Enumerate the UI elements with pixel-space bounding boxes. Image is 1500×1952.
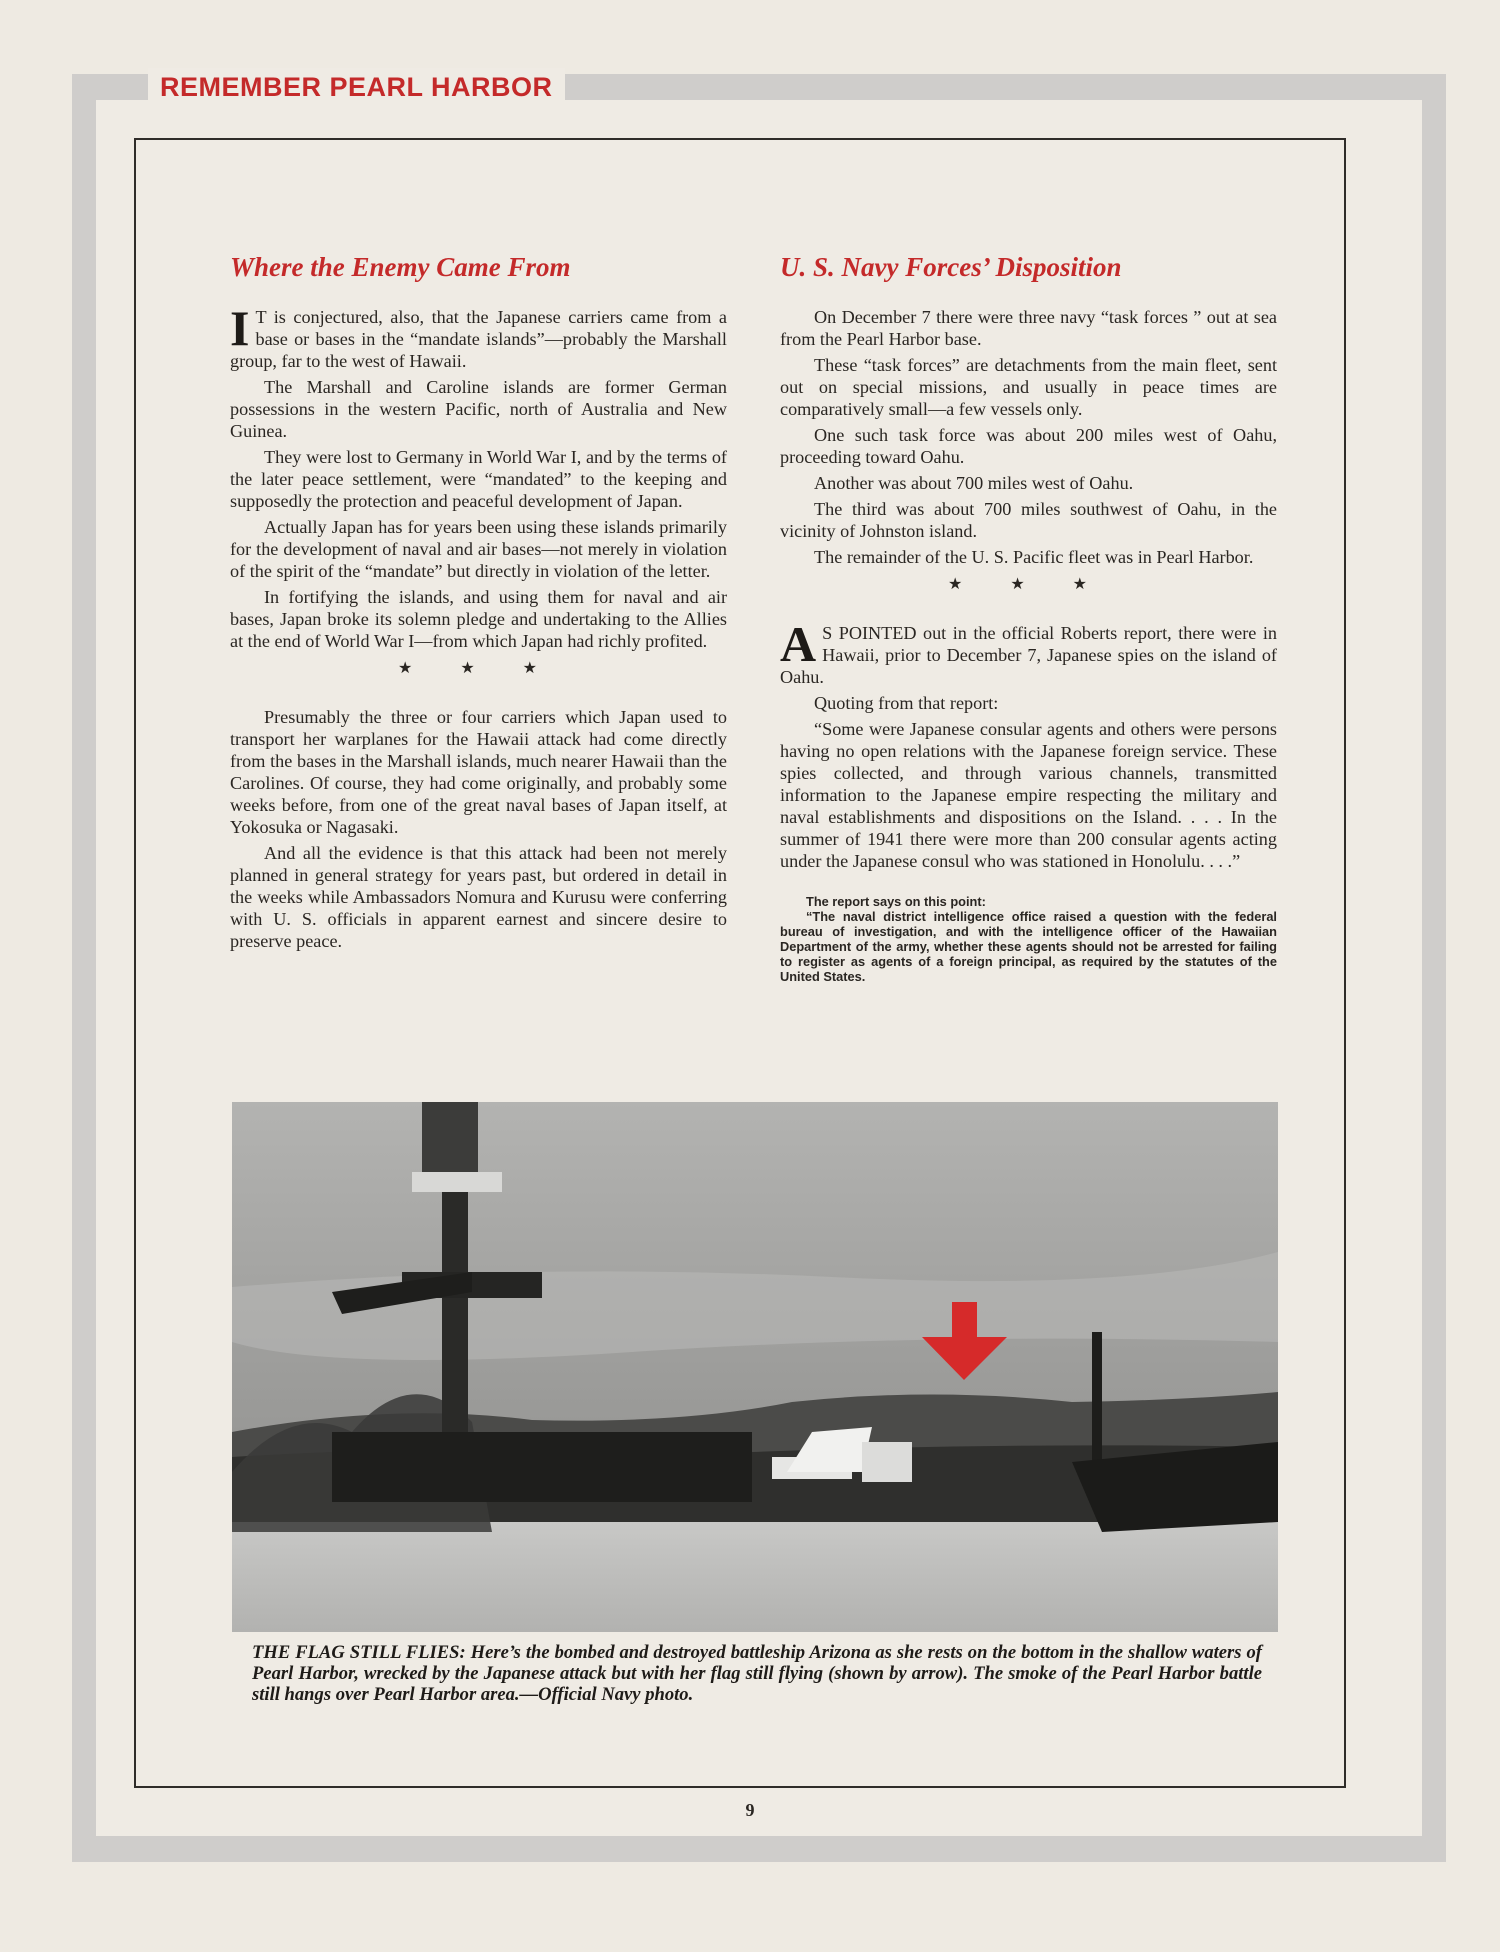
article-box [134, 138, 1346, 1788]
paragraph: The Marshall and Caroline islands are former German possessions in the western Pacific, north of Australia and New Guinea. [230, 377, 727, 441]
paragraph: On December 7 there were three navy “task forces ” out at sea from the Pearl Harbor base. [780, 307, 1277, 349]
report-note [780, 894, 1277, 984]
paragraph: Another was about 700 miles west of Oahu. [814, 473, 1134, 493]
running-header [148, 68, 565, 106]
paragraph: They were lost to Germany in World War I, and by the terms of the later peace settlement, were “mandated” to the keeping and supposedly the protection and peaceful development of Japan. [230, 447, 727, 511]
note-line: “The naval district intelligence office raised a question with the federal bureau of investigation, and with the intelligence officer of the Hawaiian Department of the army, whether these agents should not be arrested for failing to register as agents of a foreign principal, as required by the statutes of the United States. [780, 909, 1277, 984]
page-number: 9 [745, 1800, 755, 1820]
left-column [230, 250, 727, 956]
right-lead-paragraph: A S POINTED out in the official Roberts report, there were in Hawaii, prior to December 7, Japanese spies on the island of Oahu. [780, 616, 1277, 687]
arizona-photo [232, 1102, 1278, 1632]
paragraph: The remainder of the U. S. Pacific fleet was in Pearl Harbor. [814, 547, 1254, 567]
paragraph: Presumably the three or four carriers which Japan used to transport her warplanes for the Hawaii attack had come directly from the bases in the Marshall islands, much nearer Hawaii than the Carolines. Of course, they had come originally, and probably some weeks before, from one of the great naval bases of Japan itself, at Yokosuka or Nagasaki. [230, 707, 727, 837]
photo-caption: THE FLAG STILL FLIES: Here’s the bombed and destroyed battleship Arizona as she rests on the bottom in the shallow waters of Pearl Harbor, wrecked by the Japanese attack but with her flag still flying (shown by arrow). The smoke of the Pearl Harbor battle still hangs over Pearl Harbor area.—Official Navy photo. [252, 1642, 1262, 1705]
paragraph: Actually Japan has for years been using these islands primarily for the development of naval and air bases—not merely in violation of the spirit of the “mandate” but directly in violation of the letter. [230, 517, 727, 581]
dropcap: I [230, 300, 250, 356]
paragraph: “Some were Japanese consular agents and others were persons having no open relations with the Japanese foreign service. These spies collected, and through various channels, transmitted information to the Japanese empire respecting the military and naval establishments and dispositions on the Island. . . . In the summer of 1941 there were more than 200 consular agents acting under the Japanese consul who was stationed in Honolulu. . . .” [780, 719, 1277, 871]
header-title: REMEMBER PEARL HARBOR [160, 72, 553, 102]
paragraph: In fortifying the islands, and using them for naval and air bases, Japan broke its solemn pledge and undertaking to the Allies at the end of World War I—from which Japan had richly profited. [230, 587, 727, 651]
section-divider-stars: ★ ★ ★ [947, 576, 1110, 593]
paragraph: And all the evidence is that this attack had been not merely planned in general strategy for years past, but ordered in detail in the weeks while Ambassadors Nomura and Kurusu were conferring with U. S. officials in apparent earnest and sincere desire to preserve peace. [230, 843, 727, 951]
note-line: The report says on this point: [806, 894, 986, 909]
section-divider-stars: ★ ★ ★ [397, 660, 560, 677]
paragraph: One such task force was about 200 miles west of Oahu, proceeding toward Oahu. [780, 425, 1277, 467]
dropcap: A [780, 616, 817, 672]
right-heading: U. S. Navy Forces’ Disposition [780, 252, 1122, 282]
paragraph: These “task forces” are detachments from the main fleet, sent out on special missions, and usually in peace times are comparatively small—a few vessels only. [780, 355, 1277, 419]
paragraph: Quoting from that report: [814, 693, 999, 713]
paragraph: The third was about 700 miles southwest of Oahu, in the vicinity of Johnston island. [780, 499, 1277, 541]
left-heading: Where the Enemy Came From [230, 252, 571, 282]
left-lead-paragraph: I T is conjectured, also, that the Japanese carriers came from a base or bases in the “mandate islands”—probably the Marshall group, far to the west of Hawaii. [230, 300, 727, 371]
right-column [780, 250, 1277, 984]
